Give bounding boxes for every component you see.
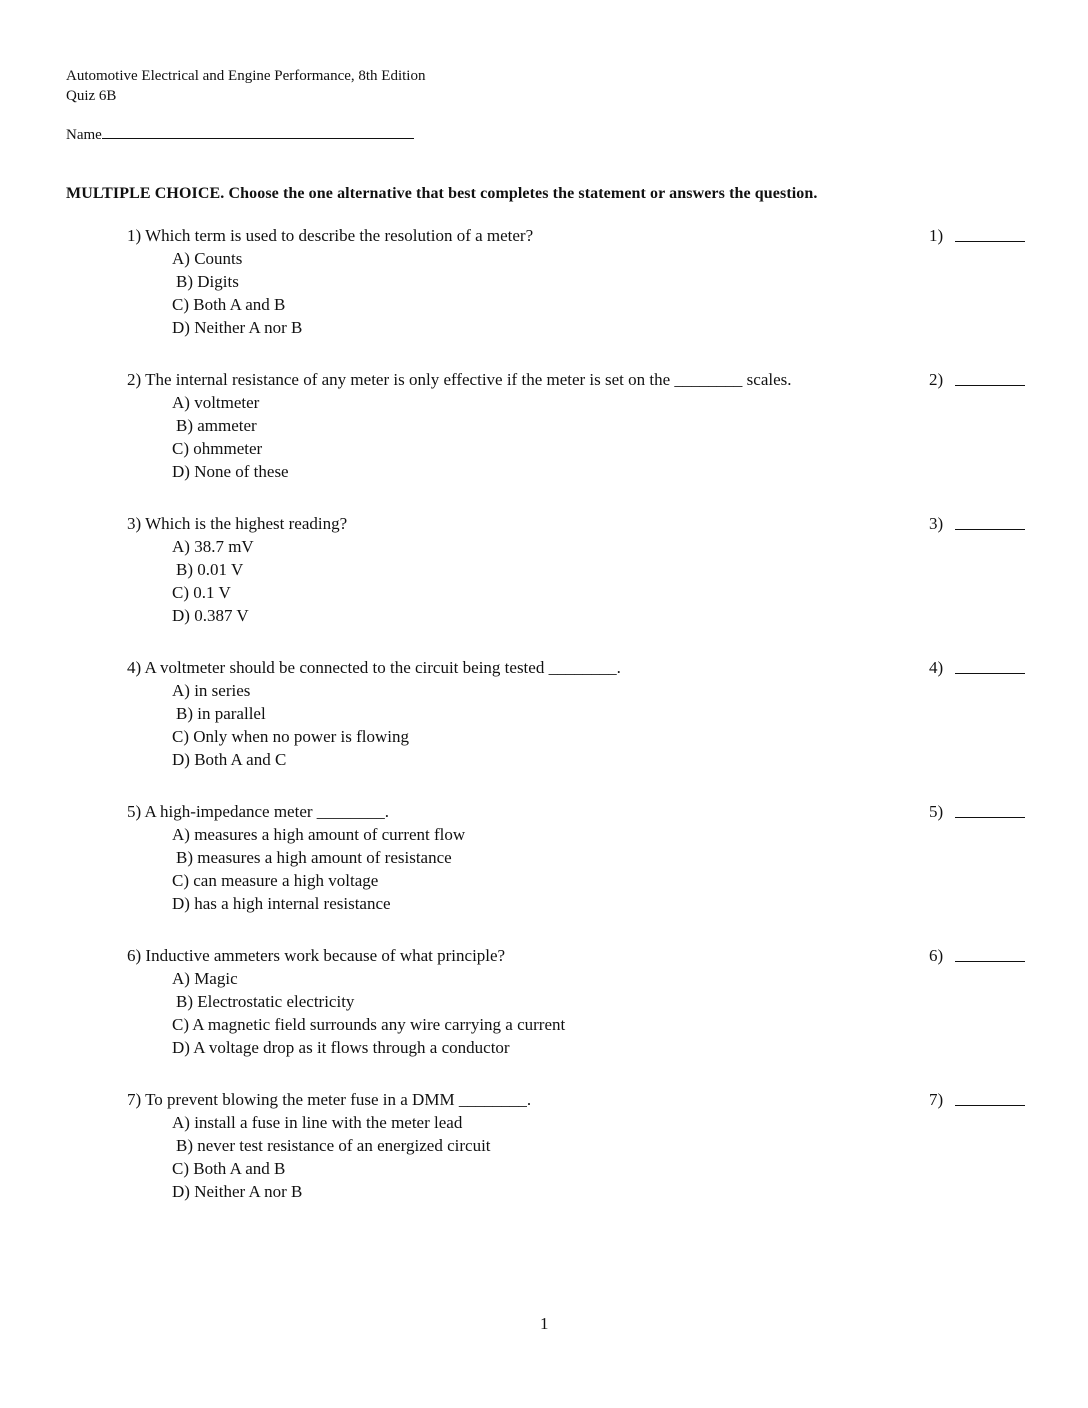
answer-option: B) 0.01 V: [176, 560, 244, 579]
question-stem: 6) Inductive ammeters work because of what principle?: [127, 946, 506, 965]
answer-option: A) measures a high amount of current flow: [172, 825, 466, 844]
answer-option: A) Counts: [172, 249, 243, 268]
question-stem: 7) To prevent blowing the meter fuse in a DMM ________.: [127, 1090, 532, 1109]
answer-number: 7): [929, 1090, 944, 1109]
question-item: [127, 224, 1027, 339]
answer-option: A) 38.7 mV: [172, 537, 254, 556]
answer-option: D) 0.387 V: [172, 606, 249, 625]
answer-blank-line: [955, 241, 1025, 242]
answer-option: C) Only when no power is flowing: [172, 727, 410, 746]
name-blank-line: [102, 124, 414, 139]
answer-option: A) install a fuse in line with the meter lead: [172, 1113, 463, 1132]
question-stem: 4) A voltmeter should be connected to the circuit being tested ________.: [127, 658, 621, 677]
answer-blank-line: [955, 961, 1025, 962]
answer-blank-line: [955, 1105, 1025, 1106]
answer-option: D) Neither A nor B: [172, 318, 303, 337]
question-item: [127, 656, 1027, 771]
answer-number: 4): [929, 658, 944, 677]
answer-number: 1): [929, 226, 944, 245]
answer-option: D) has a high internal resistance: [172, 894, 391, 913]
document-title: Automotive Electrical and Engine Performance, 8th Edition: [66, 68, 426, 84]
question-stem: 1) Which term is used to describe the resolution of a meter?: [127, 226, 534, 245]
answer-option: C) 0.1 V: [172, 583, 231, 602]
answer-blank-line: [955, 529, 1025, 530]
answer-option: B) Digits: [176, 272, 239, 291]
answer-option: D) A voltage drop as it flows through a conductor: [172, 1038, 510, 1057]
answer-option: C) A magnetic field surrounds any wire carrying a current: [172, 1015, 566, 1034]
answer-blank-line: [955, 673, 1025, 674]
answer-option: D) Neither A nor B: [172, 1182, 303, 1201]
question-stem: 5) A high-impedance meter ________.: [127, 802, 390, 821]
answer-option: A) voltmeter: [172, 393, 260, 412]
answer-option: B) never test resistance of an energized circuit: [176, 1136, 491, 1155]
page-number: 1: [540, 1314, 549, 1333]
question-item: [127, 368, 1027, 483]
name-field: [66, 124, 414, 145]
name-label: Name: [66, 127, 102, 143]
answer-option: B) measures a high amount of resistance: [176, 848, 452, 867]
answer-option: B) Electrostatic electricity: [176, 992, 355, 1011]
answer-option: A) in series: [172, 681, 251, 700]
answer-number: 5): [929, 802, 944, 821]
answer-option: D) None of these: [172, 462, 289, 481]
answer-number: 2): [929, 370, 944, 389]
answer-option: D) Both A and C: [172, 750, 287, 769]
question-item: [127, 800, 1027, 915]
question-item: [127, 1088, 1027, 1203]
answer-option: B) ammeter: [176, 416, 257, 435]
question-item: [127, 512, 1027, 627]
question-item: [127, 944, 1027, 1059]
instructions: MULTIPLE CHOICE. Choose the one alternative that best completes the statement or answers the question.: [66, 185, 818, 202]
answer-option: C) ohmmeter: [172, 439, 263, 458]
answer-option: C) Both A and B: [172, 1159, 286, 1178]
question-stem: 3) Which is the highest reading?: [127, 514, 348, 533]
answer-blank-line: [955, 385, 1025, 386]
answer-option: B) in parallel: [176, 704, 266, 723]
question-stem: 2) The internal resistance of any meter is only effective if the meter is set on the ________ scales.: [127, 370, 792, 389]
answer-number: 6): [929, 946, 944, 965]
answer-option: C) Both A and B: [172, 295, 286, 314]
quiz-label: Quiz 6B: [66, 88, 117, 104]
answer-number: 3): [929, 514, 944, 533]
answer-blank-line: [955, 817, 1025, 818]
answer-option: A) Magic: [172, 969, 238, 988]
answer-option: C) can measure a high voltage: [172, 871, 379, 890]
